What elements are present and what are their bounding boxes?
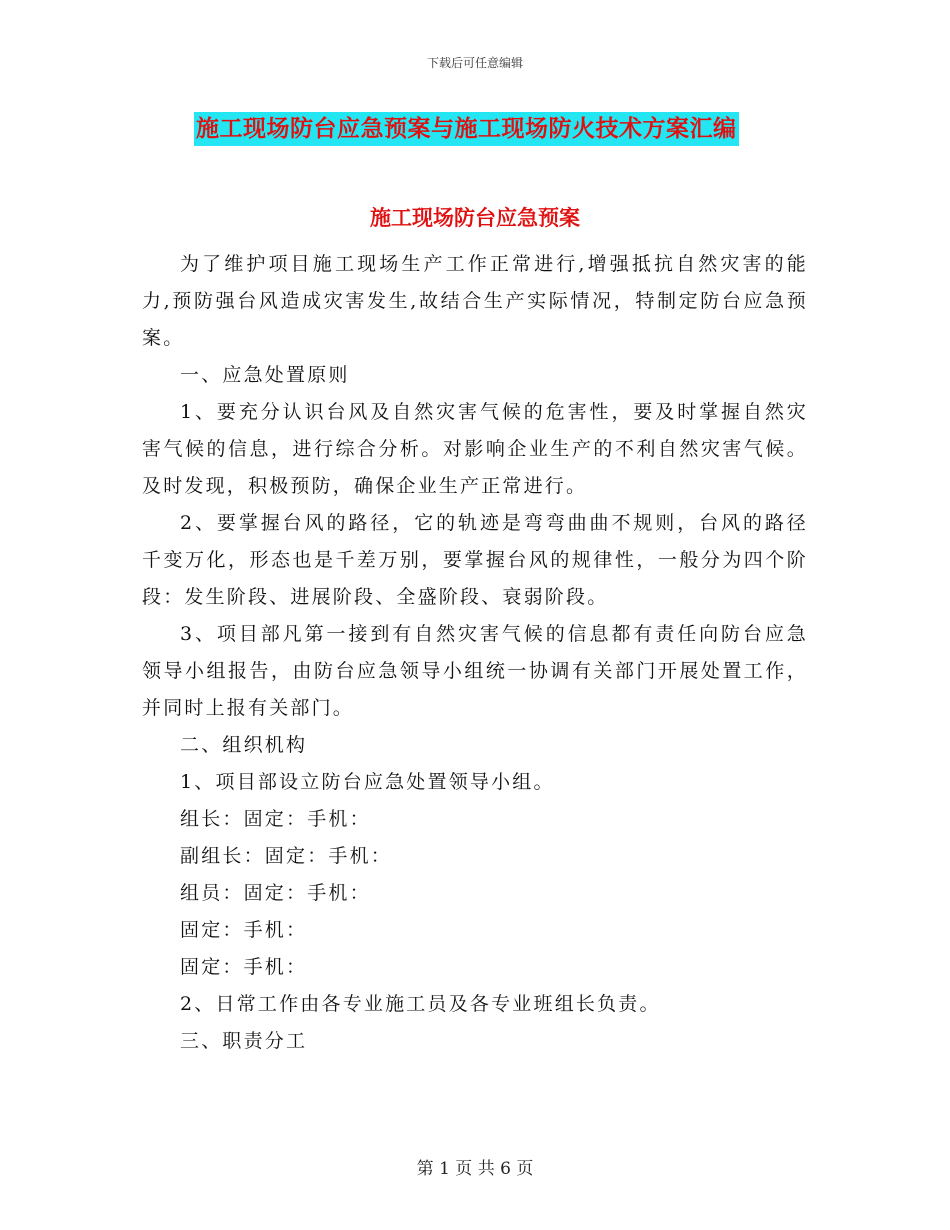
paragraph-principle-1: 1、要充分认识台风及自然灾害气候的危害性，要及时掌握自然灾害气候的信息，进行综合分析。对影响企业生产的不利自然灾害气候。及时发现，积极预防，确保企业生产正常进行。: [142, 401, 808, 497]
heading-organization: 二、组织机构: [180, 734, 308, 756]
document-title: 施工现场防台应急预案与施工现场防火技术方案汇编: [196, 115, 737, 142]
section-title: 施工现场防台应急预案: [370, 205, 580, 230]
document-body: [142, 246, 808, 1060]
line-deputy-leader: 副组长：固定：手机：: [180, 845, 393, 867]
page-number: 第 1 页 共 6 页: [416, 1159, 534, 1179]
line-leader: 组长：固定：手机：: [180, 808, 371, 830]
paragraph-org-1: 1、项目部设立防台应急处置领导小组。: [180, 771, 555, 793]
paragraph-principle-2: 2、要掌握台风的路径，它的轨迹是弯弯曲曲不规则，台风的路径千变万化，形态也是千差万别，要掌握台风的规律性，一般分为四个阶段：发生阶段、进展阶段、全盛阶段、衰弱阶段。: [142, 512, 808, 608]
paragraph-intro: 为了维护项目施工现场生产工作正常进行,增强抵抗自然灾害的能力,预防强台风造成灾害发生,故结合生产实际情况，特制定防台应急预案。: [142, 253, 808, 349]
line-contact-1: 固定：手机：: [180, 919, 308, 941]
document-title-highlight: [194, 112, 739, 146]
paragraph-org-2: 2、日常工作由各专业施工员及各专业班组长负责。: [180, 993, 661, 1015]
heading-principles: 一、应急处置原则: [180, 364, 350, 386]
page-header-note: 下载后可任意编辑: [426, 56, 523, 70]
line-member: 组员：固定：手机：: [180, 882, 371, 904]
heading-duties: 三、职责分工: [180, 1030, 308, 1052]
line-contact-2: 固定：手机：: [180, 956, 308, 978]
paragraph-principle-3: 3、项目部凡第一接到有自然灾害气候的信息都有责任向防台应急领导小组报告，由防台应急领导小组统一协调有关部门开展处置工作，并同时上报有关部门。: [142, 623, 808, 719]
